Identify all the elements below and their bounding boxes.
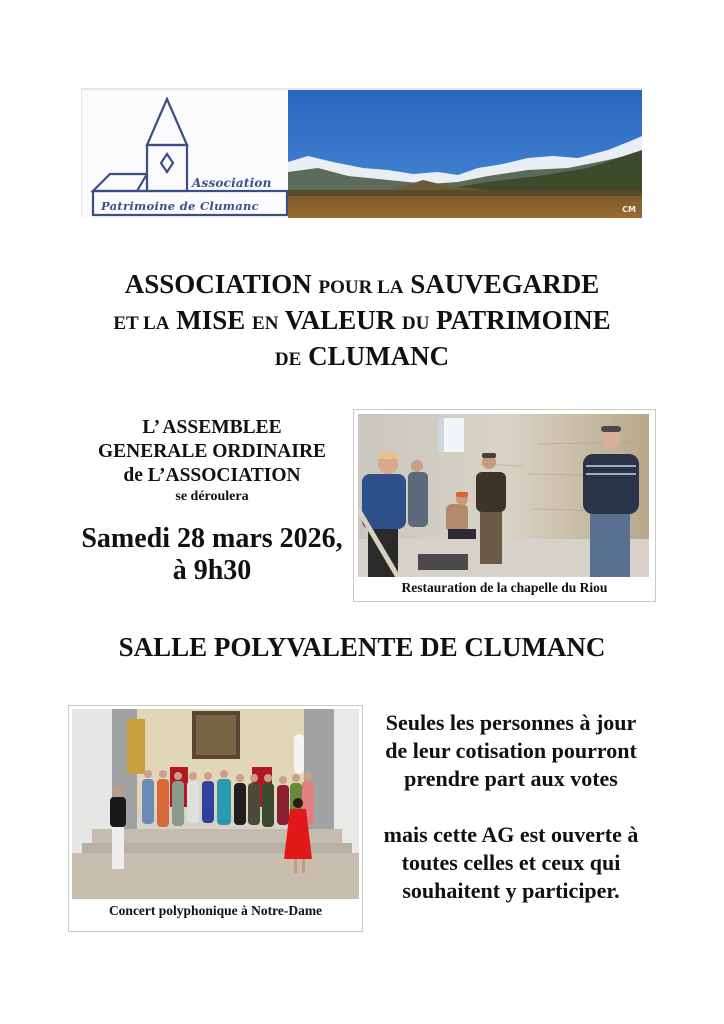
association-logo: [81, 90, 288, 218]
paragraph-gap: [362, 793, 660, 821]
notice-line: souhaitent y participer.: [402, 878, 620, 903]
logo-text-patrimoine: Patrimoine de Clumanc: [101, 199, 259, 213]
title-word-small: DE: [274, 349, 302, 370]
notice-line: mais cette AG est ouverte à: [383, 822, 639, 847]
mountain-landscape-photo: [288, 90, 642, 218]
title-word-small: POUR LA: [318, 277, 404, 298]
photo-caption: Restauration de la chapelle du Riou: [401, 580, 608, 595]
photo-credit: CM: [622, 205, 636, 214]
logo-text-association: Association: [192, 176, 272, 190]
landscape-image: [288, 90, 642, 218]
title-word: ASSOCIATION: [124, 269, 312, 299]
title-word: MISE: [176, 305, 246, 335]
event-time: à 9h30: [172, 555, 252, 586]
title-line-2: [60, 304, 664, 340]
title-word: PATRIMOINE: [436, 305, 611, 335]
notice-line: Seules les personnes à jour: [385, 710, 637, 735]
photo-frame-concert: [68, 705, 363, 932]
restoration-image: [358, 414, 649, 577]
title-word: SAUVEGARDE: [410, 269, 600, 299]
restoration-photo: [358, 414, 649, 577]
concert-image: [72, 709, 359, 899]
assembly-line-4: se déroulera: [175, 489, 249, 504]
title-word: VALEUR: [284, 305, 396, 335]
photo-caption: Concert polyphonique à Notre-Dame: [108, 903, 323, 918]
photo-frame-restoration: [353, 409, 656, 602]
title-word-small: EN: [252, 313, 279, 334]
notice-line: prendre part aux votes: [404, 766, 618, 791]
assembly-line-1: L’ ASSEMBLEE: [142, 417, 282, 438]
title-line-1: [60, 268, 664, 304]
header-banner: [81, 88, 642, 218]
notice-line: de leur cotisation pourront: [385, 738, 637, 763]
title-word-small: DU: [401, 313, 430, 334]
title-word-small: ET LA: [113, 313, 170, 334]
notice-line: toutes celles et ceux qui: [401, 850, 621, 875]
assembly-line-2: GENERALE ORDINAIRE: [97, 441, 327, 462]
voting-notice: [362, 709, 660, 905]
title-line-3: [60, 340, 664, 376]
page-title: [60, 268, 664, 376]
venue-heading: SALLE POLYVALENTE DE CLUMANC: [118, 632, 606, 662]
title-word: CLUMANC: [308, 341, 450, 371]
event-date: Samedi 28 mars 2026,: [81, 523, 343, 554]
assembly-announcement: [70, 416, 354, 587]
concert-photo: [72, 709, 359, 899]
assembly-line-3: de L’ASSOCIATION: [123, 465, 301, 486]
